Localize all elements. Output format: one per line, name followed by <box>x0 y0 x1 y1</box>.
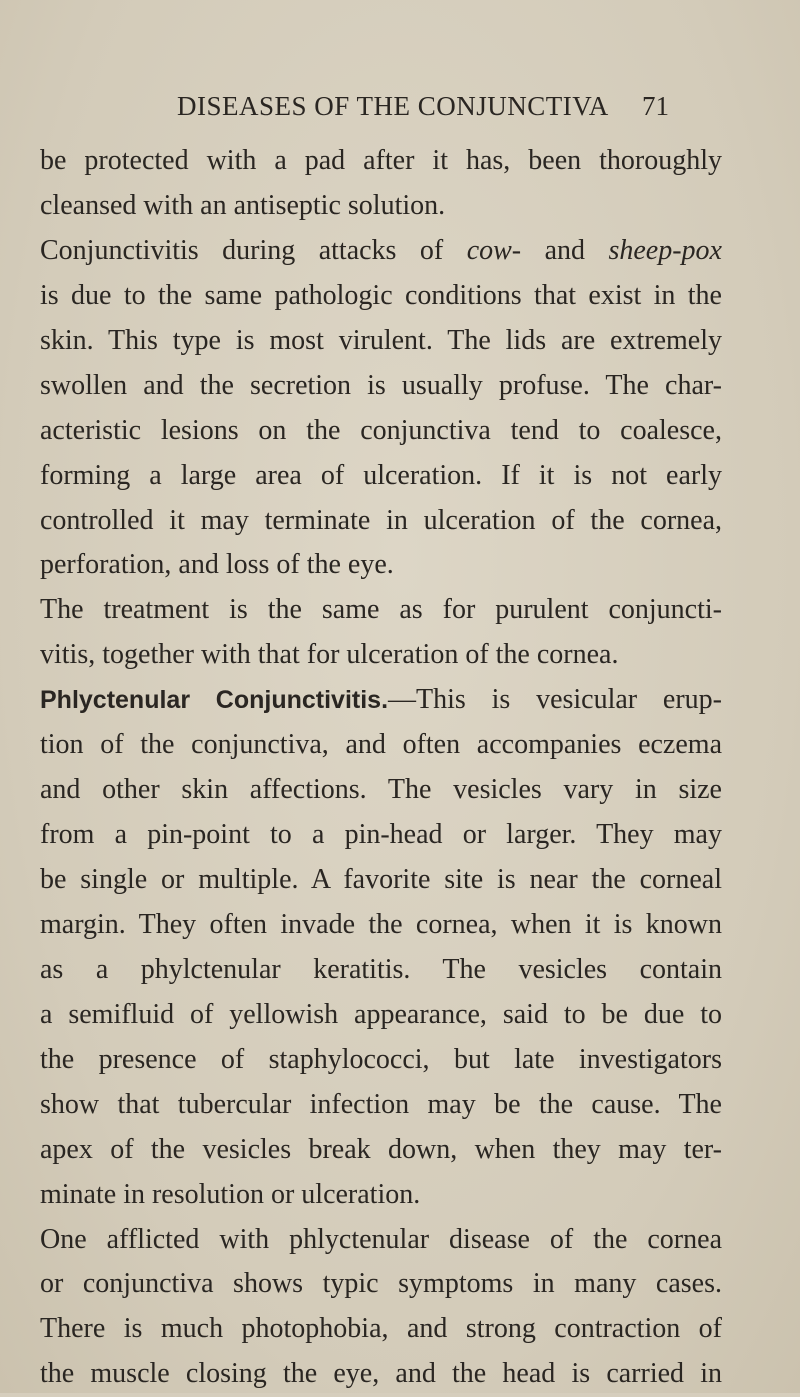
text-run: —This is vesicular erup- <box>388 684 723 716</box>
text-line: is due to the same pathologic conditions that exist in the <box>40 279 722 311</box>
text-line: minate in resolution or ulceration. <box>40 1178 421 1210</box>
text-line: forming a large area of ulceration. If it is not early <box>40 459 722 491</box>
text-line: The treatment is the same as for purulent conjuncti- <box>40 594 722 626</box>
text-line: as a phylctenular keratitis. The vesicles contain <box>40 953 722 985</box>
text-line <box>40 678 722 723</box>
text-line: skin. This type is most virulent. The lids are extremely <box>40 324 722 356</box>
text-line: or conjunctiva shows typic symptoms in many cases. <box>40 1268 722 1300</box>
text-line: and other skin affections. The vesicles vary in size <box>40 774 722 806</box>
section-heading: Phlyctenular Conjunctivitis. <box>40 686 389 715</box>
text-line: the presence of staphylococci, but late investigators <box>40 1043 722 1075</box>
text-line: perforation, and loss of the eye. <box>40 549 394 581</box>
page-number: 71 <box>642 91 669 121</box>
text-line: show that tubercular infection may be the cause. The <box>40 1088 722 1120</box>
text-line: controlled it may terminate in ulceration of the cornea, <box>40 504 722 536</box>
body-text <box>40 139 722 1397</box>
text-line: vitis, together with that for ulceration of the cornea. <box>40 639 619 671</box>
text-line: be single or multiple. A favorite site is near the corneal <box>40 864 722 895</box>
text-line: a semifluid of yellowish appearance, said to be due to <box>40 998 722 1030</box>
text-line <box>40 229 722 274</box>
running-head-title: DISEASES OF THE CONJUNCTIVA <box>177 91 609 121</box>
text-line: apex of the vesicles break down, when they may ter- <box>40 1133 722 1165</box>
text-line: tion of the conjunctiva, and often accompanies eczema <box>40 729 722 761</box>
text-line: the muscle closing the eye, and the head is carried in <box>40 1358 722 1390</box>
text-line: be protected with a pad after it has, been thoroughly <box>40 145 722 176</box>
text-line: One afflicted with phlyctenular disease of the cornea <box>40 1223 722 1255</box>
running-head <box>0 91 800 131</box>
text-line: cleansed with an antiseptic solution. <box>40 189 446 221</box>
italic-term: cow- <box>466 234 522 266</box>
text-line: acteristic lesions on the conjunctiva tend to coalesce, <box>40 414 722 446</box>
italic-term: sheep-pox <box>608 234 722 266</box>
text-line: from a pin-point to a pin-head or larger. They may <box>40 819 722 851</box>
text-line: margin. They often invade the cornea, when it is known <box>40 908 722 940</box>
text-run: and <box>521 234 609 266</box>
text-run: Conjunctivitis during attacks of <box>40 234 467 266</box>
text-line: There is much photophobia, and strong contraction of <box>40 1313 722 1345</box>
text-line: swollen and the secretion is usually profuse. The char- <box>40 369 722 401</box>
